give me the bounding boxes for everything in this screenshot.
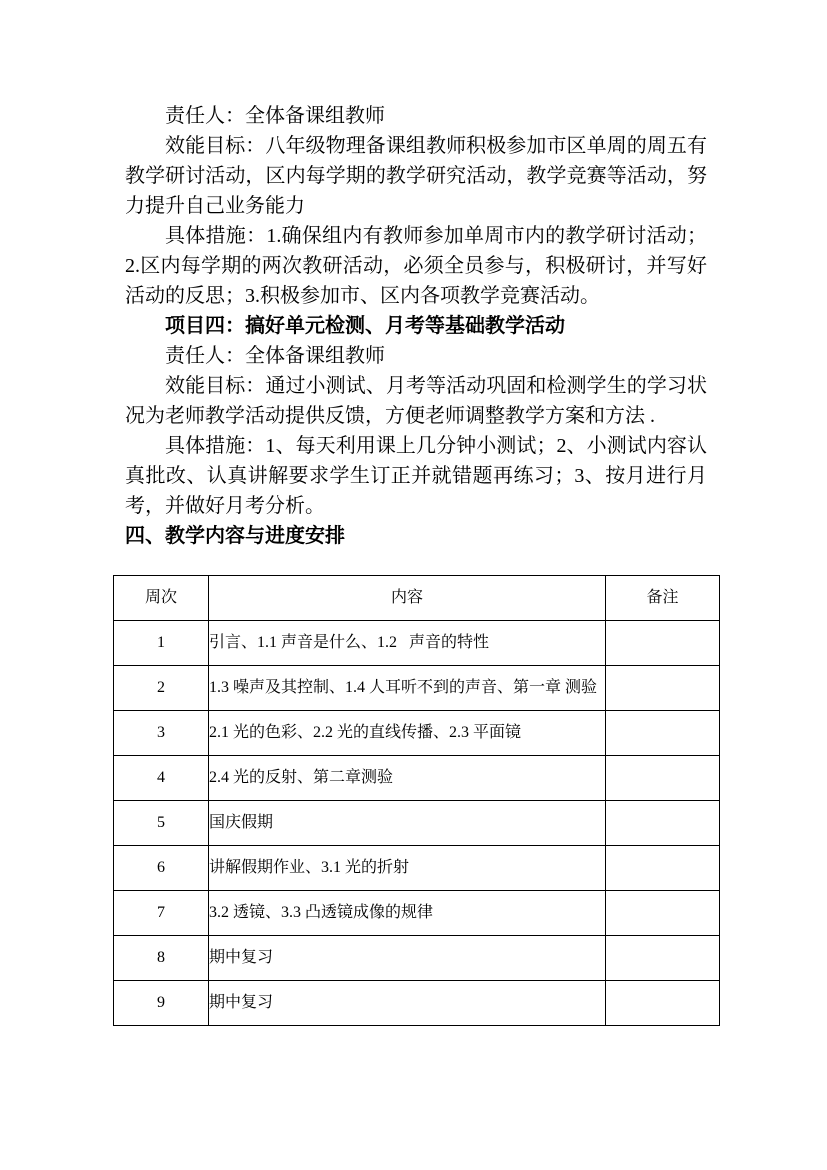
cell-note xyxy=(606,936,720,981)
paragraph-measures-1: 具体措施：1.确保组内有教师参加单周市内的教学研讨活动； 2.区内每学期的两次教研活动，必须全员参与，积极研讨，并写好活动的反思；3.积极参加市、区内各项教学竞赛活动。 xyxy=(125,225,717,307)
cell-note xyxy=(606,711,720,756)
paragraph-responsible-1: 责任人：全体备课组教师 xyxy=(165,105,385,127)
cell-content: 讲解假期作业、3.1 光的折射 xyxy=(209,846,606,891)
heading-section-4: 四、教学内容与进度安排 xyxy=(125,525,345,547)
cell-content: 国庆假期 xyxy=(209,801,606,846)
paragraph-goal-1: 效能目标：八年级物理备课组教师积极参加市区单周的周五有教学研讨活动，区内每学期的教学研究活动，教学竞赛等活动，努力提升自己业务能力 xyxy=(125,135,707,217)
table-row xyxy=(114,936,720,981)
cell-week: 7 xyxy=(114,891,209,936)
cell-week: 9 xyxy=(114,981,209,1026)
cell-note xyxy=(606,981,720,1026)
table-row xyxy=(114,891,720,936)
table-row xyxy=(114,756,720,801)
cell-week: 6 xyxy=(114,846,209,891)
cell-content: 1.3 噪声及其控制、1.4 人耳听不到的声音、第一章 测验 xyxy=(209,666,606,711)
cell-week: 3 xyxy=(114,711,209,756)
cell-note xyxy=(606,621,720,666)
cell-week: 4 xyxy=(114,756,209,801)
heading-project-4: 项目四：搞好单元检测、月考等基础教学活动 xyxy=(165,315,565,337)
cell-note xyxy=(606,846,720,891)
body-text xyxy=(0,0,827,551)
cell-week: 8 xyxy=(114,936,209,981)
table-row xyxy=(114,846,720,891)
header-note: 备注 xyxy=(606,576,720,621)
table-row xyxy=(114,981,720,1026)
cell-week: 2 xyxy=(114,666,209,711)
cell-note xyxy=(606,756,720,801)
cell-content: 引言、1.1 声音是什么、1.2 声音的特性 xyxy=(209,621,606,666)
paragraph-responsible-2: 责任人：全体备课组教师 xyxy=(165,345,385,367)
cell-content: 期中复习 xyxy=(209,981,606,1026)
cell-note xyxy=(606,666,720,711)
cell-note xyxy=(606,801,720,846)
header-content: 内容 xyxy=(209,576,606,621)
paragraph-goal-2: 效能目标：通过小测试、月考等活动巩固和检测学生的学习状况为老师教学活动提供反馈，方便老师调整教学方案和方法 . xyxy=(125,375,707,427)
table-row xyxy=(114,621,720,666)
header-week: 周次 xyxy=(114,576,209,621)
paragraph-measures-2: 具体措施：1、每天利用课上几分钟小测试；2、小测试内容认真批改、认真讲解要求学生订正并就错题再练习；3、按月进行月考，并做好月考分析。 xyxy=(125,435,707,517)
cell-content: 2.4 光的反射、第二章测验 xyxy=(209,756,606,801)
table-row xyxy=(114,666,720,711)
cell-note xyxy=(606,891,720,936)
cell-week: 1 xyxy=(114,621,209,666)
table-header-row xyxy=(114,576,720,621)
cell-content: 2.1 光的色彩、2.2 光的直线传播、2.3 平面镜 xyxy=(209,711,606,756)
cell-content: 期中复习 xyxy=(209,936,606,981)
table-row xyxy=(114,711,720,756)
cell-content: 3.2 透镜、3.3 凸透镜成像的规律 xyxy=(209,891,606,936)
teaching-schedule-table xyxy=(113,575,720,1026)
table-row xyxy=(114,801,720,846)
cell-week: 5 xyxy=(114,801,209,846)
